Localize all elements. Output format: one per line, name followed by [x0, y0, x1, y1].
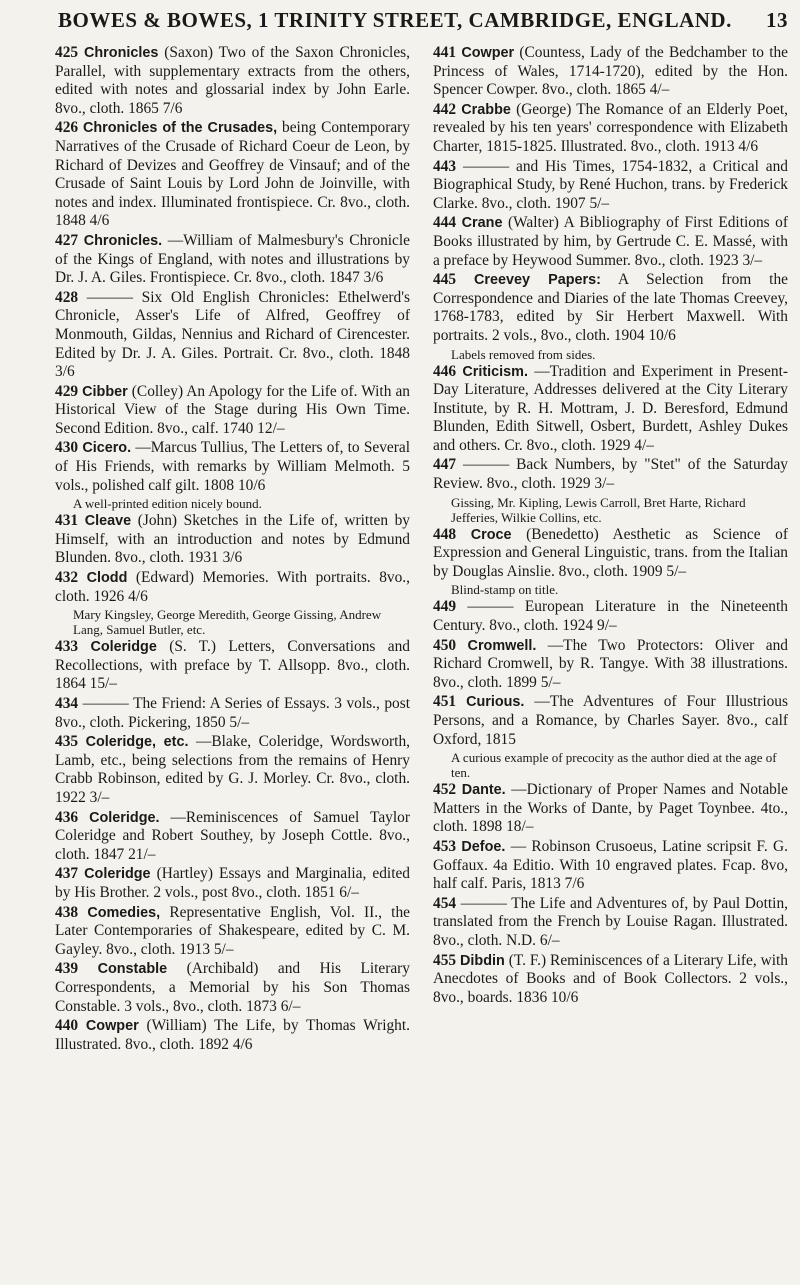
- entry-heading: Coleridge: [84, 866, 151, 883]
- entry-text: (George) The Romance of an Elderly Poet, revealed by his ten years' correspondence with Elizabeth Charter, 1815-1825. Illustrated. 8vo., cloth. 1913 4/6: [433, 100, 788, 155]
- entry-number: 435: [55, 733, 79, 751]
- entry-number: 430: [55, 439, 79, 457]
- right-column: [433, 44, 788, 1008]
- entry-heading: Clodd: [86, 570, 128, 587]
- entry-text: —Dictionary of Proper Names and Notable Matters in the Works of Dante, by Paget Toynbee. 4to., cloth. 1898 18/–: [433, 781, 788, 836]
- entry-number: 433: [55, 638, 79, 656]
- entry-text: (S. T.) Letters, Conversations and Recollections, with preface by T. Allsopp. 8vo., cloth. 1864 15/–: [55, 638, 410, 693]
- entry-text: — Robinson Crusoeus, Latine scripsit F. G. Goffaux. 4a Editio. With 10 engraved plates. Fcap. 8vo, half calf. Paris, 1813 7/6: [433, 837, 788, 893]
- entry-text: Representative English, Vol. II., the Later Contemporaries of Shakespeare, edited by C. M. Gayley. 8vo., cloth. 1913 5/–: [55, 903, 410, 958]
- entry-heading: Cleave: [84, 513, 132, 530]
- entry-text: —William of Malmesbury's Chronicle of the Kings of England, with notes and illustrations by Dr. J. A. Giles. Frontispiece. Cr. 8vo., cloth. 1847 3/6: [55, 231, 410, 287]
- entry-heading: Comedies,: [87, 904, 161, 921]
- catalogue-entry: [55, 119, 410, 231]
- entry-number: 426: [55, 119, 79, 137]
- entry-number: 438: [55, 903, 79, 921]
- entry-text: A Selection from the Correspondence and Diaries of the late Thomas Creevey, 1768-1783, edited by Sir Herbert Maxwell. With portraits. 2 vols., 8vo., cloth. 1904 10/6: [433, 271, 788, 344]
- entry-number: 442: [433, 100, 457, 118]
- entry-number: 429: [55, 382, 79, 400]
- entry-number: 454: [433, 894, 457, 912]
- catalogue-entry: [55, 638, 410, 694]
- publisher-header: BOWES & BOWES, 1 TRINITY STREET, CAMBRIDGE, ENGLAND.: [58, 8, 732, 32]
- entry-number: 428: [55, 288, 79, 306]
- catalogue-entry: [55, 383, 410, 439]
- entry-text: ——— and His Times, 1754-1832, a Critical and Biographical Study, by René Huchon, trans. by Frederick Clarke. 8vo., cloth. 1907 5/–: [433, 157, 788, 212]
- entry-number: 445: [433, 271, 457, 289]
- catalogue-entry: [433, 952, 788, 1008]
- entry-text: being Contemporary Narratives of the Crusade of Richard Coeur de Leon, by Richard of Devizes and Geoffrey de Vinsauf; and of the Crusade of Saint Louis by Lord John de Joinville, with notes and index. Illuminated frontispiece. Cr. 8vo., cloth. 1848 4/6: [55, 119, 410, 230]
- entry-number: 437: [55, 865, 79, 883]
- entry-number: 443: [433, 157, 457, 175]
- catalogue-entry: [433, 526, 788, 582]
- entry-number: 444: [433, 214, 457, 232]
- entry-heading: Cowper: [85, 1018, 139, 1035]
- catalogue-entry: [433, 598, 788, 635]
- entry-heading: Croce: [470, 526, 512, 543]
- catalogue-entry: [433, 693, 788, 749]
- entry-text: —Tradition and Experiment in Present-Day Literature, Addresses delivered at the City Literary Institute, by R. H. Mottram, J. D. Beresford, Edmund Blunden, Edith Sitwell, Osbert, Burdett, Ashley Dukes and others. Cr. 8vo., cloth. 1929 4/–: [433, 362, 788, 454]
- entry-heading: Chronicles: [84, 45, 159, 61]
- entry-text: (Countess, Lady of the Bedchamber to the Princess of Wales, 1714-1720), edited by the Hon. Spencer Cowper. 8vo., cloth. 1865 4/–: [433, 44, 788, 99]
- entry-heading: Cicero.: [82, 440, 132, 457]
- entry-heading: Crabbe: [461, 101, 511, 118]
- entry-text: —The Two Protectors: Oliver and Richard Cromwell, by R. Tangye. With 38 illustrations. 8vo., cloth. 1899 5/–: [433, 636, 788, 691]
- catalogue-entry: [55, 809, 410, 865]
- entry-heading: Coleridge, etc.: [85, 734, 189, 751]
- entry-heading: Curious.: [466, 694, 525, 711]
- catalogue-entry: [433, 158, 788, 214]
- entry-heading: Cromwell.: [467, 637, 537, 654]
- entry-number: 431: [55, 512, 79, 530]
- entry-note: Labels removed from sides.: [451, 346, 596, 362]
- entry-text: ——— The Friend: A Series of Essays. 3 vols., post 8vo., cloth. Pickering, 1850 5/–: [55, 695, 411, 731]
- catalogue-entry: [433, 637, 788, 693]
- entry-text: ——— Back Numbers, by "Stet" of the Saturday Review. 8vo., cloth. 1929 3/–: [433, 456, 788, 493]
- entry-number: 434: [55, 695, 79, 712]
- entry-heading: Cowper: [461, 45, 515, 61]
- entry-heading: Crane: [461, 215, 503, 232]
- catalogue-entry: [55, 44, 410, 118]
- page-number: 13: [766, 8, 788, 32]
- catalogue-entry: [55, 289, 410, 382]
- entry-heading: Constable: [97, 961, 168, 978]
- entry-text: —Marcus Tullius, The Letters of, to Several of His Friends, with remarks by William Melmoth. 5 vols., polished calf gilt. 1808 10/6: [55, 439, 410, 494]
- entry-number: 448: [433, 525, 457, 543]
- entry-note: A curious example of precocity as the author died at the age of ten.: [451, 750, 777, 781]
- entry-number: 441: [433, 44, 457, 61]
- catalogue-entry: [433, 781, 788, 837]
- entry-text: —The Adventures of Four Illustrious Persons, and a Romance, by Charles Sayer. 8vo., calf Oxford, 1815: [433, 693, 788, 748]
- catalogue-entry: [55, 695, 410, 732]
- entry-number: 453: [433, 837, 457, 855]
- catalogue-entry: [433, 838, 788, 894]
- catalogue-entry: [55, 733, 410, 807]
- left-column: [55, 44, 410, 1055]
- entry-text: —Reminiscences of Samuel Taylor Coleridge and Robert Southey, by Joseph Cottle. 8vo., cloth. 1847 21/–: [55, 808, 410, 863]
- entry-text: —Blake, Coleridge, Wordsworth, Lamb, etc., being selections from the remains of Henry Crabb Robinson, edited by G. J. Morley. Cr. 8vo., cloth. 1922 3/–: [55, 733, 410, 806]
- entry-text: (Archibald) and His Literary Correspondents, a Memorial by his Son Thomas Constable. 3 vols., 8vo., cloth. 1873 6/–: [55, 960, 411, 1015]
- catalogue-entry: [433, 214, 788, 270]
- entry-number: 449: [433, 598, 457, 616]
- catalogue-entry: [433, 101, 788, 157]
- catalogue-entry: [55, 569, 410, 606]
- entry-number: 425: [55, 44, 79, 61]
- entry-note: A well-printed edition nicely bound.: [73, 496, 262, 512]
- entry-heading: Dante.: [461, 782, 506, 799]
- catalogue-entry: [55, 512, 410, 568]
- entry-number: 451: [433, 693, 457, 711]
- entry-heading: Chronicles of the Crusades,: [82, 120, 278, 137]
- entry-number: 450: [433, 636, 457, 654]
- entry-heading: Coleridge: [90, 639, 157, 656]
- entry-text: (T. F.) Reminiscences of a Literary Life, with Anecdotes of Books and of Book Collectors. 2 vols., 8vo., boards. 1836 10/6: [433, 951, 788, 1006]
- entry-number: 439: [55, 960, 79, 978]
- entry-note: Gissing, Mr. Kipling, Lewis Carroll, Bret Harte, Richard Jefferies, Wilkie Collins, etc.: [451, 494, 746, 525]
- entry-text: (John) Sketches in the Life of, written by Himself, with an introduction and notes by Edmund Blunden. 8vo., cloth. 1931 3/6: [55, 512, 410, 567]
- entry-note: Mary Kingsley, George Meredith, George Gissing, Andrew Lang, Samuel Butler, etc.: [73, 607, 382, 638]
- entry-number: 440: [55, 1017, 79, 1035]
- entry-heading: Chronicles.: [83, 232, 163, 249]
- entry-number: 455: [433, 951, 457, 969]
- catalogue-entry: [55, 960, 410, 1016]
- catalogue-entry: [55, 904, 410, 960]
- catalogue-entry: [433, 44, 788, 100]
- entry-heading: Criticism.: [462, 363, 528, 380]
- entry-number: 427: [55, 231, 79, 249]
- catalogue-entry: [55, 1017, 410, 1054]
- entry-text: (Saxon) Two of the Saxon Chronicles, Parallel, with supplementary extracts from the others, edited with notes and glossarial index by John Earle. 8vo., cloth. 1865 7/6: [55, 44, 410, 117]
- catalogue-entry: [433, 456, 788, 493]
- catalogue-entry: [55, 439, 410, 495]
- entry-heading: Dibdin: [460, 952, 505, 969]
- entry-number: 447: [433, 456, 457, 474]
- entry-text: (Edward) Memories. With portraits. 8vo., cloth. 1926 4/6: [55, 569, 410, 605]
- entry-number: 452: [433, 781, 457, 799]
- entry-heading: Creevey Papers:: [474, 272, 601, 289]
- entry-text: (William) The Life, by Thomas Wright. Illustrated. 8vo., cloth. 1892 4/6: [55, 1017, 410, 1053]
- entry-text: ——— The Life and Adventures of, by Paul Dottin, translated from the French by Louise Ragan. Illustrated. 8vo., cloth. N.D. 6/–: [433, 894, 788, 949]
- entry-number: 432: [55, 569, 79, 587]
- entry-text: (Benedetto) Aesthetic as Science of Expression and General Linguistic, trans. from the Italian by Douglas Ainslie. 8vo., cloth. 1909 5/–: [433, 525, 788, 580]
- entry-heading: Cibber: [82, 383, 128, 400]
- entry-number: 446: [433, 362, 457, 380]
- catalogue-entry: [433, 895, 788, 951]
- entry-text: (Walter) A Bibliography of First Editions of Books illustrated by him, by Gertrude C. E. Massé, with a preface by Heywood Summer. 8vo., cloth. 1923 3/–: [433, 214, 789, 269]
- entry-heading: Coleridge.: [89, 809, 160, 826]
- catalogue-entry: [55, 865, 410, 902]
- entry-text: ——— Six Old English Chronicles: Ethelwerd's Chronicle, Asser's Life of Alfred, Geoffrey of Monmouth, Gildas, Nennius and Richard of Cirencester. Edited by Dr. J. A. Giles. Portrait. Cr. 8vo., cloth. 1848 3/6: [55, 288, 410, 381]
- catalogue-entry: [433, 363, 788, 456]
- entry-text: ——— European Literature in the Nineteenth Century. 8vo., cloth. 1924 9/–: [433, 598, 788, 635]
- entry-number: 436: [55, 808, 79, 826]
- page-header: [58, 8, 788, 33]
- entry-heading: Defoe.: [461, 838, 506, 855]
- catalogue-entry: [433, 271, 788, 345]
- entry-text: (Colley) An Apology for the Life of. With an Historical View of the Stage during His Own Time. Second Edition. 8vo., calf. 1740 12/–: [55, 382, 410, 437]
- entry-text: (Hartley) Essays and Marginalia, edited by His Brother. 2 vols., post 8vo., cloth. 1851 6/–: [55, 865, 411, 901]
- entry-note: Blind-stamp on title.: [451, 582, 559, 598]
- catalogue-entry: [55, 232, 410, 288]
